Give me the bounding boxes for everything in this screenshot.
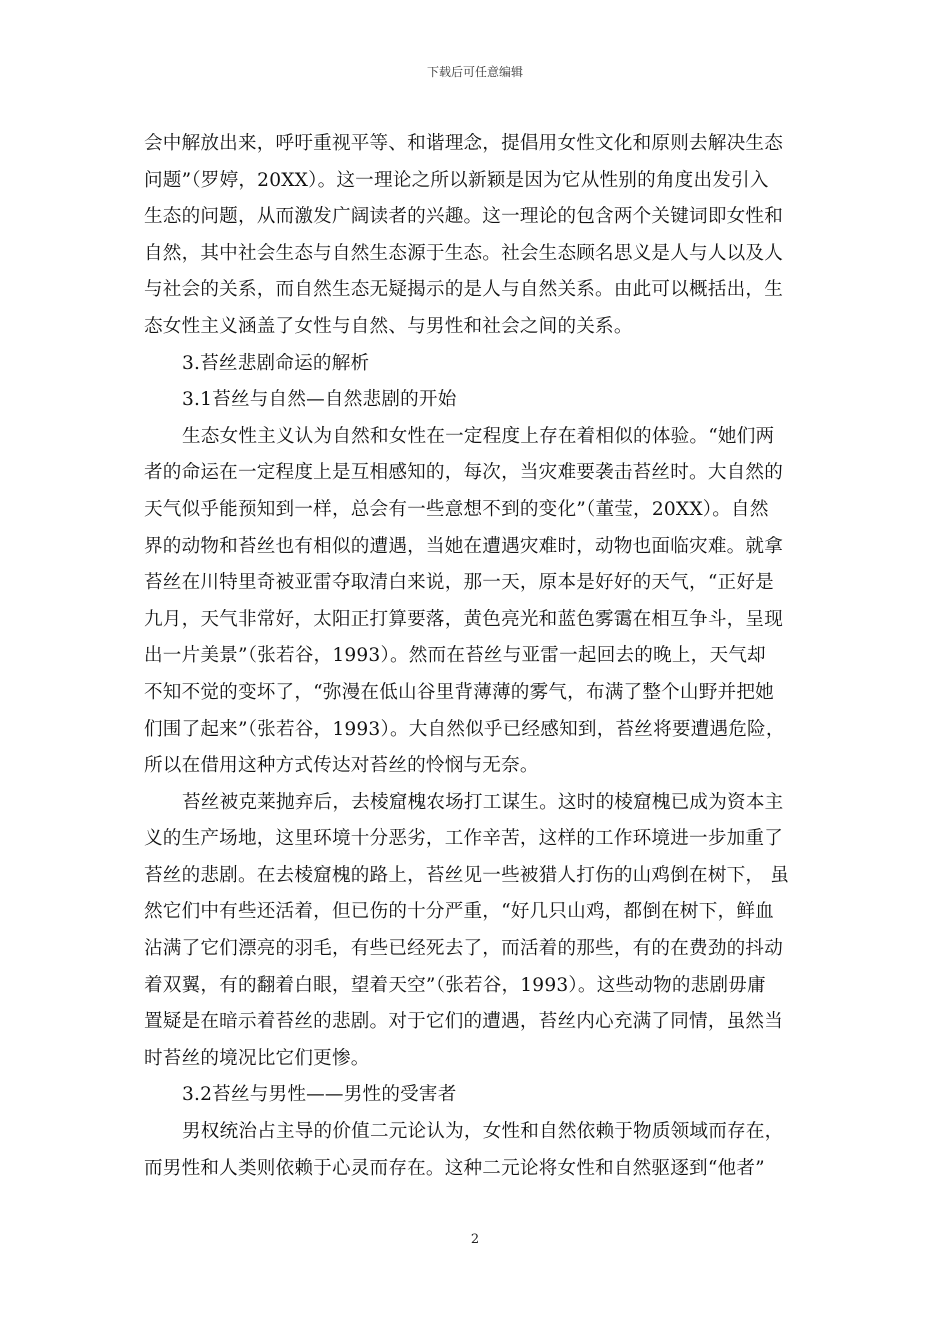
text-line: 出一片美景”（张若谷，1993）。然而在苔丝与亚雷一起回去的晚上，天气却 — [144, 645, 766, 667]
text-line: 生态女性主义认为自然和女性在一定程度上存在着相似的体验。“她们两 — [182, 425, 775, 447]
text-line: 苔丝被克莱抛弃后，去棱窟槐农场打工谋生。这时的棱窟槐已成为资本主 — [182, 791, 784, 813]
document-body — [144, 126, 820, 1187]
text-line: 们围了起来”（张若谷，1993）。大自然似乎已经感知到，苔丝将要遭遇危险， — [144, 718, 785, 740]
text-line: 所以在借用这种方式传达对苔丝的怜悯与无奈。 — [144, 755, 539, 777]
section-heading: 3.苔丝悲剧命运的解析 — [182, 352, 370, 374]
text-line: 与社会的关系，而自然生态无疑揭示的是人与自然关系。由此可以概括出，生 — [144, 279, 783, 301]
text-line: 苔丝在川特里奇被亚雷夺取清白来说，那一天，原本是好好的天气，“正好是 — [144, 572, 774, 594]
text-line: 九月，天气非常好，太阳正打算要落，黄色亮光和蓝色雾霭在相互争斗，呈现 — [144, 608, 783, 630]
text-line: 着双翼，有的翻着白眼，望着天空”（张若谷，1993）。这些动物的悲剧毋庸 — [144, 974, 766, 996]
text-line: 会中解放出来，呼吁重视平等、和谐理念，提倡用女性文化和原则去解决生态 — [144, 133, 783, 154]
section-heading: 3.2苔丝与男性——男性的受害者 — [182, 1084, 457, 1106]
page-header: 下载后可任意编辑 — [426, 65, 523, 79]
text-line: 义的生产场地，这里环境十分恶劣，工作辛苦，这样的工作环境进一步加重了 — [144, 828, 783, 850]
text-line: 苔丝的悲剧。在去棱窟槐的路上，苔丝见一些被猎人打伤的山鸡倒在树下， 虽 — [144, 864, 790, 886]
page-number: 2 — [470, 1232, 480, 1247]
text-line: 天气似乎能预知到一样，总会有一些意想不到的变化”（董莹，20XX）。自然 — [144, 498, 769, 520]
text-line: 而男性和人类则依赖于心灵而存在。这种二元论将女性和自然驱逐到“他者” — [144, 1157, 765, 1179]
text-line: 问题”（罗婷，20XX）。这一理论之所以新颖是因为它从性别的角度出发引入 — [144, 169, 769, 191]
text-line: 沾满了它们漂亮的羽毛，有些已经死去了，而活着的那些，有的在费劲的抖动 — [144, 938, 783, 960]
text-line: 时苔丝的境况比它们更惨。 — [144, 1047, 370, 1069]
text-line: 界的动物和苔丝也有相似的遭遇，当她在遭遇灾难时，动物也面临灾难。就拿 — [144, 535, 783, 557]
text-line: 态女性主义涵盖了女性与自然、与男性和社会之间的关系。 — [144, 315, 633, 337]
text-line: 生态的问题，从而激发广阔读者的兴趣。这一理论的包含两个关键词即女性和 — [144, 206, 783, 228]
text-line: 置疑是在暗示着苔丝的悲剧。对于它们的遭遇，苔丝内心充满了同情，虽然当 — [144, 1011, 783, 1033]
section-heading: 3.1苔丝与自然—自然悲剧的开始 — [182, 389, 457, 411]
text-line: 不知不觉的变坏了，“弥漫在低山谷里背薄薄的雾气，布满了整个山野并把她 — [144, 681, 774, 703]
text-line: 自然，其中社会生态与自然生态源于生态。社会生态顾名思义是人与人以及人 — [144, 242, 783, 264]
text-line: 然它们中有些还活着，但已伤的十分严重，“好几只山鸡，都倒在树下，鲜血 — [144, 901, 774, 923]
text-line: 者的命运在一定程度上是互相感知的，每次，当灾难要袭击苔丝时。大自然的 — [144, 462, 783, 484]
text-line: 男权统治占主导的价值二元论认为，女性和自然依赖于物质领域而存在， — [182, 1121, 784, 1143]
